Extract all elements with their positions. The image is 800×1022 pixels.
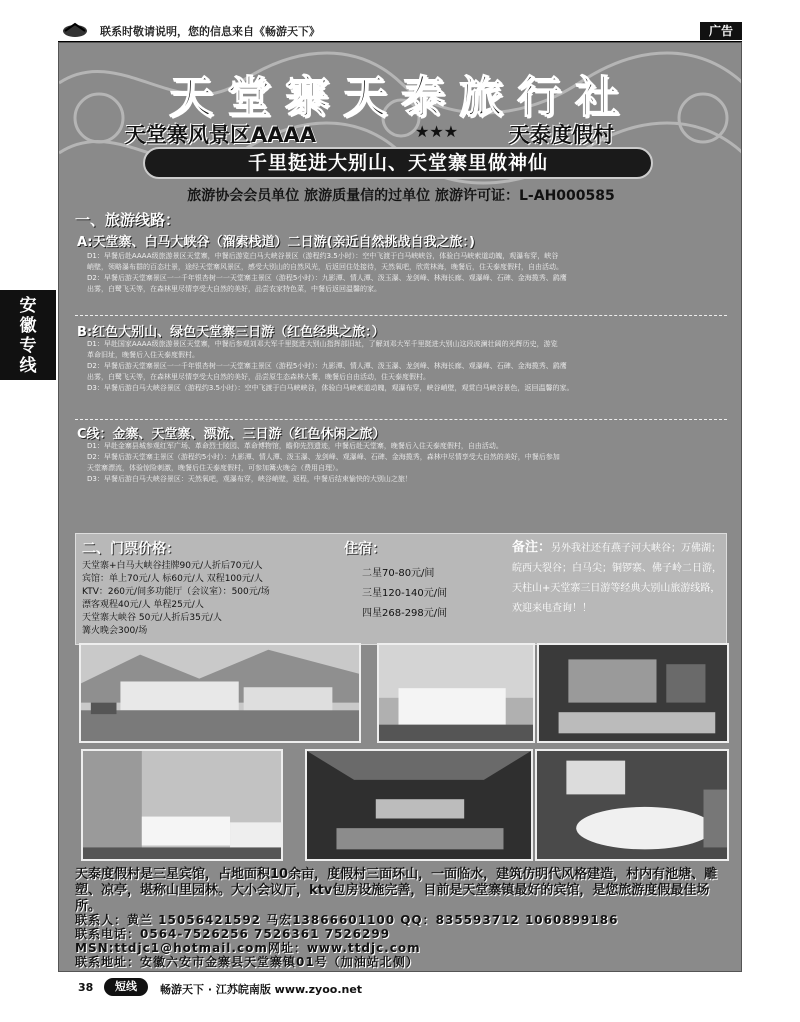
contact-web: MSN:ttdjc1@hotmail.com网址：www.ttdjc.com bbox=[75, 941, 421, 955]
ticket-price-item: 篝火晚会300/场 bbox=[82, 626, 148, 636]
scenic-area-subtitle: 天堂寨风景区AAAA bbox=[125, 123, 317, 147]
room-price-item: 二星70-80元/间 bbox=[362, 568, 435, 579]
route-b-title: B:红色大别山、绿色天堂寨三日游（红色经典之旅：） bbox=[77, 325, 385, 340]
divider bbox=[75, 315, 727, 316]
route-line: 革命旧址，晚餐后入住天泰度假村。 bbox=[87, 351, 199, 359]
lounge-photo bbox=[537, 643, 729, 743]
route-line: 天堂寨漂流，体验惊险刺激，晚餐后住天泰度假村，可参加篝火晚会（费用自理）。 bbox=[87, 464, 343, 472]
ticket-price-item: KTV：260元/间多功能厅（会议室）：500元/场 bbox=[82, 587, 270, 597]
route-b-body bbox=[87, 339, 727, 417]
price-info-box bbox=[75, 533, 727, 645]
ticket-price-item: 天堂寨+白马大峡谷挂牌90元/人折后70元/人 bbox=[82, 561, 263, 571]
side-tab-char: 安 bbox=[19, 296, 37, 316]
ad-tag: 广告 bbox=[700, 22, 742, 40]
category-badge: 短线 bbox=[104, 978, 148, 996]
remarks-text: 另外我社还有燕子河大峡谷；万佛湖；皖西大裂谷；白马尖；铜锣寨、佛子岭二日游，天柱山+天堂寨三日游等经典大别山旅游线路，欢迎来电查询！！ bbox=[512, 543, 722, 614]
agency-title: 天堂寨天泰旅行社 bbox=[169, 72, 633, 123]
route-line: D2：早餐后游天堂寨景区一一千年银杏树一一天堂寨主景区（游程5小时）：九影潭、情人潭、泼玉瀑、龙剑峰、林海长廊、观瀑峰、石碑、金海揽秀、鹞鹰 bbox=[87, 362, 567, 370]
route-line: 出雾，白鹭飞天等，在森林里尽情享受大自然的美好，品尝原生态森林大餐，晚餐后自由活动，住天泰度假村。 bbox=[87, 373, 430, 381]
side-tab-char: 专 bbox=[19, 336, 37, 356]
routes-heading: 一、旅游线路： bbox=[75, 211, 181, 229]
guest-room-photo bbox=[377, 643, 535, 743]
publication-name: 畅游天下 · 江苏皖南版 www.zyoo.net bbox=[160, 983, 363, 996]
accommodation-title: 住宿： bbox=[344, 541, 386, 557]
route-a-body bbox=[87, 251, 727, 313]
route-line: D2：早餐后游天堂寨景区一一千年银杏树一一天堂寨主景区（游程5小时）：九影潭、情人潭、泼玉瀑、龙剑峰、林海长廊、观瀑峰、石碑、金海揽秀、鹞鹰 bbox=[87, 274, 567, 282]
accommodation-prices bbox=[344, 538, 494, 624]
resort-exterior-photo bbox=[79, 643, 361, 743]
side-tab-char: 徽 bbox=[19, 316, 37, 336]
route-line: D1：早赴国家AAAA级旅游景区天堂寨，中餐后参观刘邓大军千里挺进大别山指挥部旧址，了解刘邓大军千里挺进大别山这段波澜壮阔的光辉历史，游览 bbox=[87, 340, 558, 348]
rating-stars: ★★★ bbox=[415, 122, 459, 141]
side-tab-char: 线 bbox=[19, 356, 37, 376]
route-line: D1：早餐后赴AAAA级旅游景区天堂寨，中餐后游览白马大峡谷景区（游程约3.5小时）：空中飞渡于白马峡峡谷，体验白马峡索道动魄，观瀑布穿，峡谷 bbox=[87, 252, 559, 260]
page-header bbox=[58, 20, 742, 42]
magazine-logo-icon bbox=[62, 22, 88, 38]
remarks-label: 备注： bbox=[512, 540, 552, 555]
ticket-prices bbox=[82, 538, 332, 638]
contact-address: 联系地址：安徽六安市金寨县天堂寨镇01号（加油站北侧） bbox=[75, 955, 419, 969]
route-c-title: C线：金寨、天堂寨、漂流、三日游（红色休闲之旅） bbox=[77, 427, 386, 442]
ticket-price-item: 漂客观程40元/人 单程25元/人 bbox=[82, 600, 204, 610]
contact-info bbox=[75, 913, 731, 969]
route-line: D3：早餐后游白马大峡谷景区（游程约3.5小时）：空中飞渡于白马峡峡谷，体验白马峡索道动魄，观瀑布穿，峡谷峭壁，观赏白马峡谷景色，返回温馨的家。 bbox=[87, 384, 574, 392]
route-line: D1：早赴金寨县城参观红军广场、革命烈士陵园、革命博物馆，瞻仰先烈遗迹，中餐后赴天堂寨，晚餐后入住天泰度假村，自由活动。 bbox=[87, 442, 503, 450]
route-line: 出雾，白鹭飞天等，在森林里尽情享受大自然的美好，品尝农家特色菜，中餐后返回温馨的家。 bbox=[87, 285, 381, 293]
room-price-item: 四星268-298元/间 bbox=[362, 608, 448, 619]
header-notice: 联系时敬请说明，您的信息来自《畅游天下》 bbox=[100, 25, 320, 38]
route-line: 峭壁，领略瀑布群的百态壮景，途经天堂寨风景区，感受大别山的自然风光，后返回住处接待，天然氧吧，欣赏林海，晚餐后，住天泰度假村，自由活动。 bbox=[87, 263, 563, 271]
resort-subtitle: 天泰度假村 bbox=[509, 123, 614, 147]
route-a-title: A:天堂寨、白马大峡谷（溜索栈道）二日游(亲近自然挑战自我之旅：) bbox=[77, 235, 475, 250]
route-line: D2：早餐后游天堂寨主景区（游程约5小时）：九影潭、情人潭、泼玉瀑、龙剑峰、观瀑峰、石碑、金海揽秀，森林中尽情享受大自然的美好，中餐后参加 bbox=[87, 453, 560, 461]
section-side-tab bbox=[0, 290, 56, 380]
contact-people: 联系人：黄兰 15056421592 马宏13866601100 QQ：835593712 1060899186 bbox=[75, 913, 619, 927]
route-c-body bbox=[87, 441, 727, 525]
room-price-item: 三星120-140元/间 bbox=[362, 588, 448, 599]
advertisement bbox=[58, 42, 742, 972]
dining-room-photo bbox=[535, 749, 729, 861]
slogan-banner: 千里挺进大别山、天堂寨里做神仙 bbox=[143, 147, 653, 179]
remarks bbox=[512, 538, 722, 619]
contact-phone: 联系电话：0564-7526256 7526361 7526299 bbox=[75, 927, 391, 941]
conference-hall-photo bbox=[305, 749, 533, 861]
ticket-prices-title: 二、门票价格： bbox=[82, 541, 180, 557]
page-number: 38 bbox=[78, 981, 94, 994]
ticket-price-item: 宾馆：单上70元/人 标60元/人 双程100元/人 bbox=[82, 574, 263, 584]
resort-description: 天泰度假村是三星宾馆，占地面积10余亩，度假村三面环山，一面临水，建筑仿明代风格建造，村内有池塘、雕塑、凉亭，堪称山里园林。大小会议厅，ktv包房设施完善，目前是天堂寨镇最好的宾馆，是您旅游度假最佳场所。 bbox=[75, 867, 718, 914]
twin-room-photo bbox=[81, 749, 283, 861]
license-line: 旅游协会会员单位 旅游质量信的过单位 旅游许可证：L-AH000585 bbox=[187, 188, 615, 204]
route-line: D3：早餐后游白马大峡谷景区：天然氧吧，观瀑布穿，峡谷峭壁，返程，中餐后结束愉快的大别山之旅！ bbox=[87, 475, 412, 483]
divider bbox=[75, 419, 727, 420]
ticket-price-item: 天堂寨大峡谷 50元/人折后35元/人 bbox=[82, 613, 222, 623]
